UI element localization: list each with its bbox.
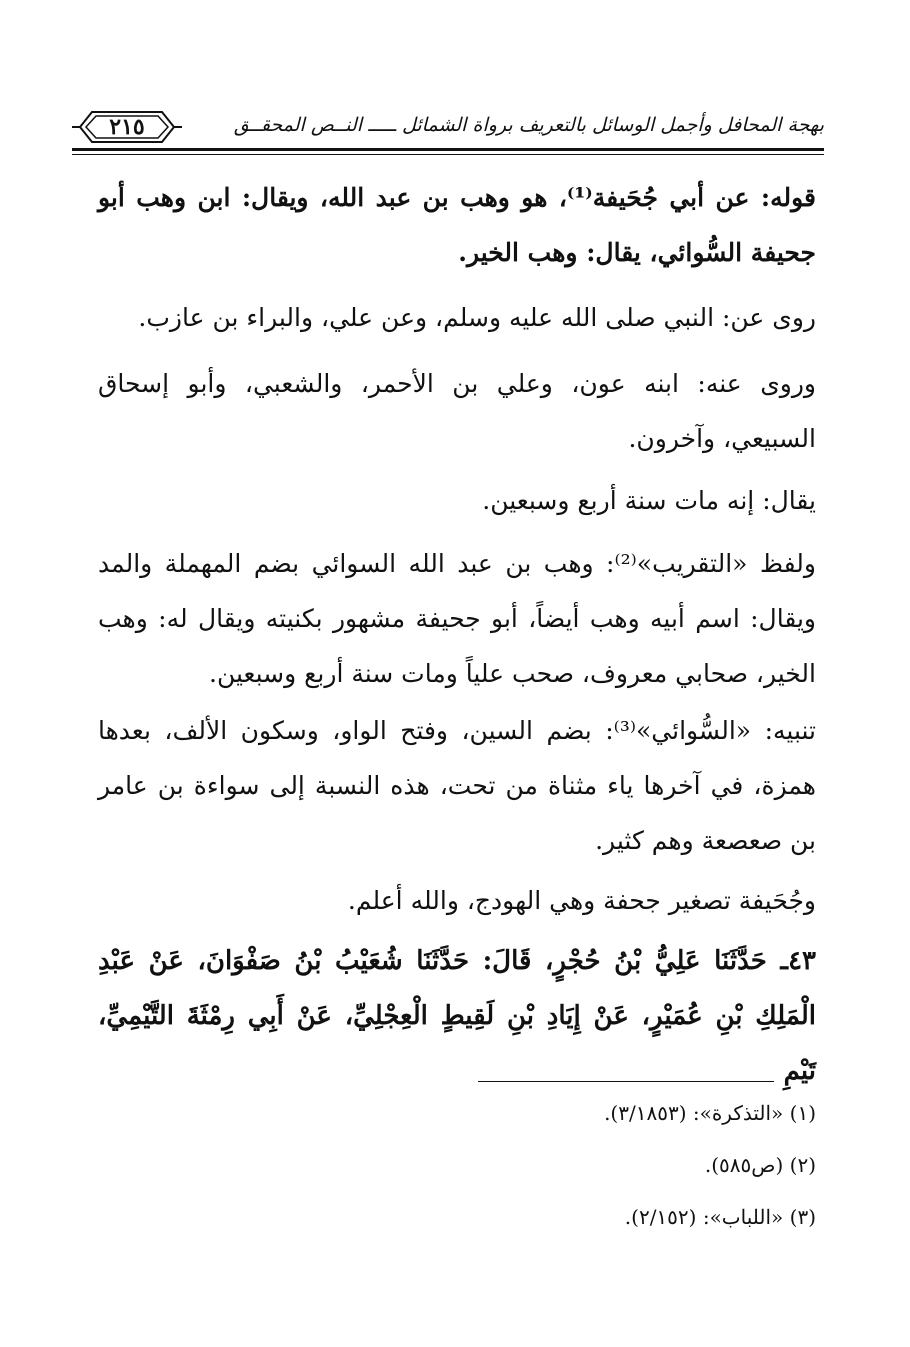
hadith-43: ٤٣ـ حَدَّثَنَا عَلِيُّ بْنُ حُجْرٍ، قَالَ: حَدَّثَنَا شُعَيْبُ بْنُ صَفْوَانَ، عَنْ عَبْدِ الْمَلِكِ بْنِ عُمَيْرٍ، عَنْ إِيَادِ بْنِ لَقِيطٍ الْعِجْلِيِّ، عَنْ أَبِي رِمْثَةَ التَّيْمِيِّ، تَيْمِ	[98, 946, 816, 1086]
paragraph-juhayfa: وجُحَيفة تصغير جحفة وهي الهودج، والله أعلم.	[347, 886, 816, 915]
paragraph-narrator-intro: قوله: عن أبي جُحَيفة⁽¹⁾، هو وهب بن عبد الله، ويقال: ابن وهب أبو جحيفة السُّوائي، يقال: وهب الخير.	[98, 183, 816, 267]
page-number: ٢١٥	[109, 114, 145, 140]
footnote-2: (٢) (ص٥٨٥).	[704, 1153, 816, 1177]
paragraph-death-year: يقال: إنه مات سنة أربع وسبعين.	[482, 486, 816, 515]
footnote-separator	[478, 1081, 774, 1082]
paragraph-narrated-by: وروى عنه: ابنه عون، وعلي بن الأحمر، والشعبي، وأبو إسحاق السبيعي، وآخرون.	[98, 369, 816, 453]
paragraph-taqrib: ولفظ «التقريب»⁽²⁾: وهب بن عبد الله السوائي بضم المهملة والمد ويقال: اسم أبيه وهب أيضاً، أبو جحيفة مشهور بكنيته ويقال له: وهب الخير، صحابي معروف، صحب علياً ومات سنة أربع وسبعين.	[98, 549, 816, 688]
footnote-3: (٣) «اللباب»: (٢/١٥٢).	[624, 1205, 816, 1229]
header-rule-thin	[72, 154, 824, 155]
paragraph-note-suwai: تنبيه: «السُّوائي»⁽³⁾: بضم السين، وفتح الواو، وسكون الألف، بعدها همزة، في آخرها ياء مثناة من تحت، هذه النسبة إلى سواءة بن عامر بن صعصعة وهم كثير.	[98, 716, 816, 855]
header-rule	[72, 148, 824, 151]
running-title: بهجة المحافل وأجمل الوسائل بالتعريف برواة الشمائل ـــــ النــص المحقــق	[233, 114, 824, 136]
paragraph-narrated-from: روى عن: النبي صلى الله عليه وسلم، وعن علي، والبراء بن عازب.	[138, 303, 816, 332]
page-header	[72, 104, 824, 160]
page-number-badge	[72, 106, 182, 148]
footnote-1: (١) «التذكرة»: (٣/١٨٥٣).	[604, 1101, 816, 1125]
